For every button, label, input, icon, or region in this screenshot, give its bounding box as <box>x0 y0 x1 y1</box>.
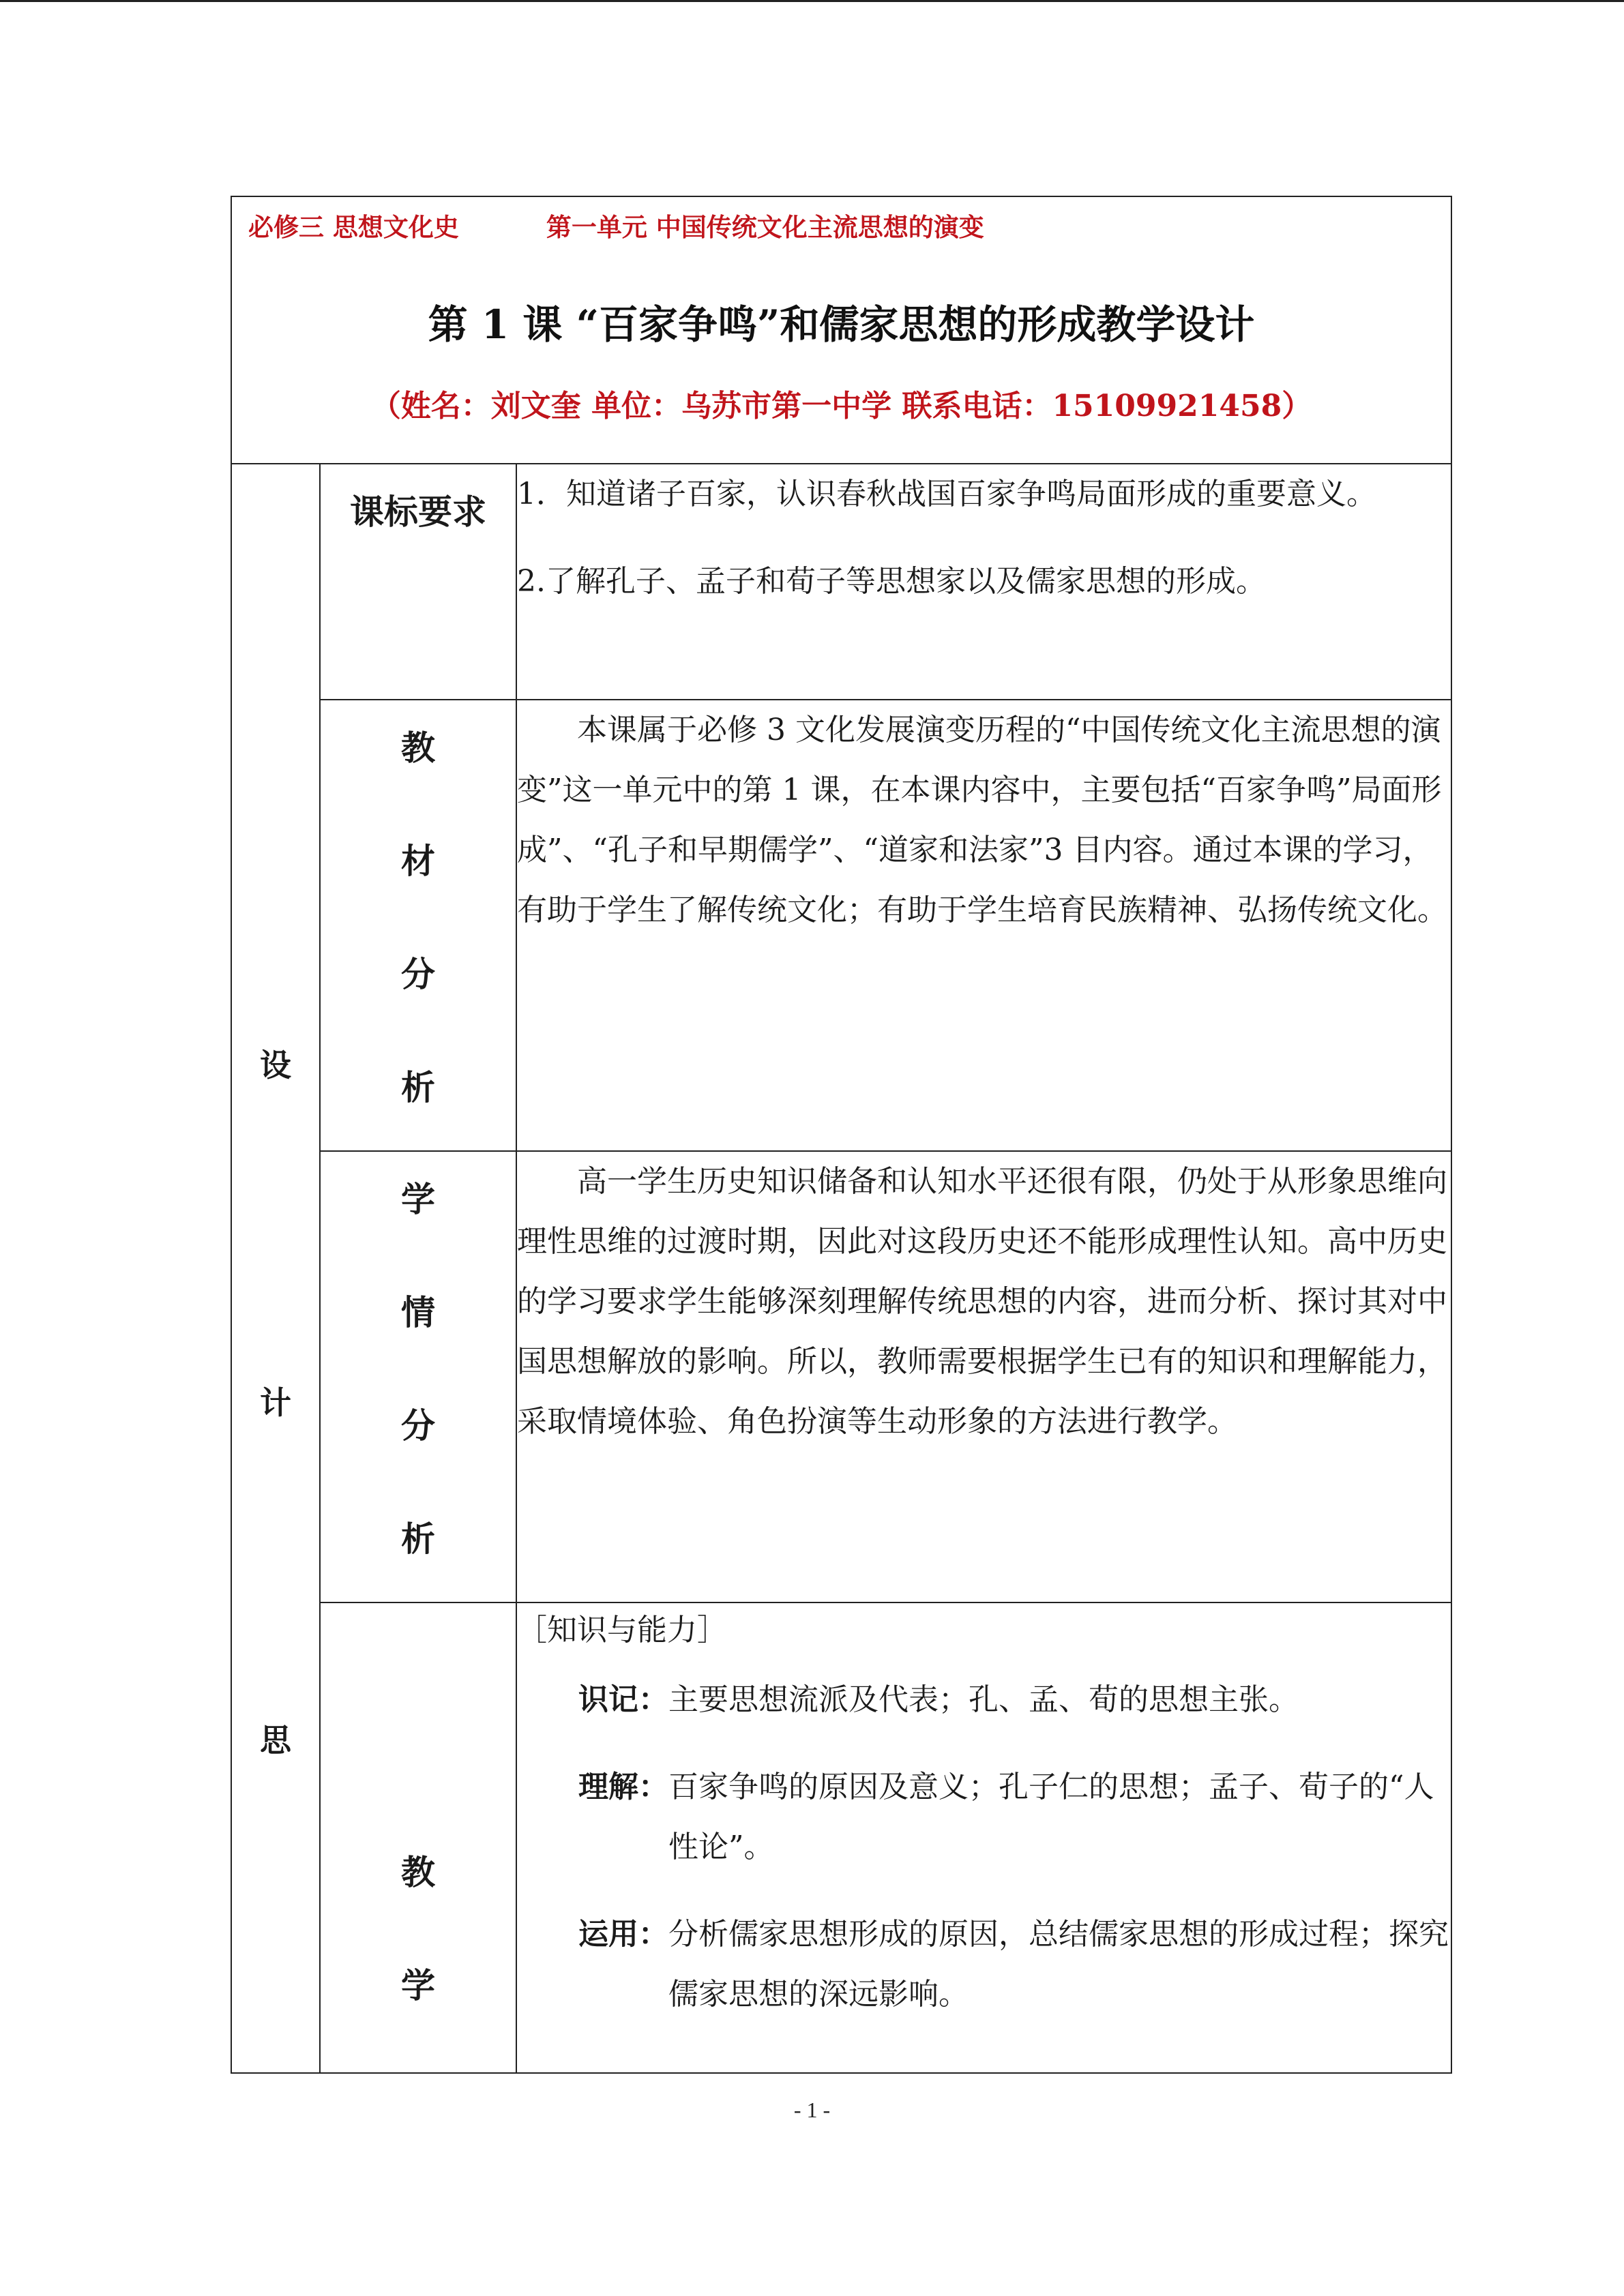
teaching-objectives-label <box>320 1602 516 2073</box>
objectives-label-char-1: 教 <box>401 1852 435 1892</box>
objectives-subhead: ［知识与能力］ <box>517 1613 727 1648</box>
lesson-plan-table <box>231 196 1452 2074</box>
textbook-analysis-content <box>516 700 1451 1151</box>
teaching-objectives-content <box>516 1602 1451 2073</box>
header-cell <box>231 196 1451 464</box>
student-analysis-content <box>516 1151 1451 1602</box>
objective-label: 运用： <box>578 1917 668 1952</box>
objective-label: 理解： <box>578 1770 668 1804</box>
textbook-analysis-text: 本课属于必修 3 文化发展演变历程的“中国传统文化主流思想的演变”这一单元中的第 1 课，在本课内容中，主要包括“百家争鸣”局面形成”、“孔子和早期儒学”、“道家和法家”3 目内容。通过本课的学习，有助于学生了解传统文化；有助于学生培育民族精神、弘扬传统文化。 <box>517 713 1447 927</box>
textbook-analysis-label <box>320 700 516 1151</box>
side-char-2: 计 <box>260 1384 291 1421</box>
objective-label: 识记： <box>578 1682 668 1717</box>
student-label-char-3: 分 <box>401 1405 435 1446</box>
side-char-1: 设 <box>260 1047 291 1084</box>
objective-item <box>578 1670 1451 1730</box>
unit-name: 第一单元 中国传统文化主流思想的演变 <box>546 212 984 242</box>
textbook-label-char-1: 教 <box>401 728 435 768</box>
side-char-3: 思 <box>260 1722 291 1759</box>
objective-text: 百家争鸣的原因及意义；孔子仁的思想；孟子、荀子的“人性论”。 <box>668 1770 1434 1864</box>
curriculum-content <box>516 464 1451 700</box>
student-label-char-1: 学 <box>401 1179 435 1219</box>
student-label-char-4: 析 <box>401 1519 435 1559</box>
objectives-label-char-2: 学 <box>401 1965 435 2006</box>
student-label-char-2: 情 <box>401 1292 435 1332</box>
design-thinking-label <box>231 464 320 2073</box>
textbook-label-char-3: 分 <box>401 954 435 994</box>
curriculum-item-2: 2.了解孔子、孟子和荀子等思想家以及儒家思想的形成。 <box>517 564 1266 599</box>
textbook-label-char-2: 材 <box>401 841 435 881</box>
page-number: - 1 - <box>793 2098 831 2122</box>
objective-item <box>578 1757 1451 1877</box>
author-info: （姓名：刘文奎 单位：乌苏市第一中学 联系电话：15109921458） <box>370 389 1312 423</box>
student-analysis-text: 高一学生历史知识储备和认知水平还很有限，仍处于从形象思维向理性思维的过渡时期，因此对这段历史还不能形成理性认知。高中历史的学习要求学生能够深刻理解传统思想的内容，进而分析、探讨其对中国思想解放的影响。所以，教师需要根据学生已有的知识和理解能力，采取情境体验、角色扮演等生动形象的方法进行教学。 <box>517 1164 1447 1439</box>
course-name: 必修三 思想文化史 <box>248 212 459 242</box>
objective-text: 主要思想流派及代表；孔、孟、荀的思想主张。 <box>668 1682 1299 1717</box>
curriculum-item-1: 1．知道诸子百家，认识春秋战国百家争鸣局面形成的重要意义。 <box>517 477 1376 511</box>
textbook-label-char-4: 析 <box>401 1067 435 1107</box>
lesson-title: 第 1 课 “百家争鸣”和儒家思想的形成教学设计 <box>428 301 1255 348</box>
top-border-line <box>0 0 1624 2</box>
course-unit-line <box>248 207 984 243</box>
objective-item <box>578 1905 1451 2025</box>
curriculum-label: 课标要求 <box>320 464 516 700</box>
student-analysis-label <box>320 1151 516 1602</box>
objective-text: 分析儒家思想形成的原因，总结儒家思想的形成过程；探究儒家思想的深远影响。 <box>668 1917 1449 2012</box>
